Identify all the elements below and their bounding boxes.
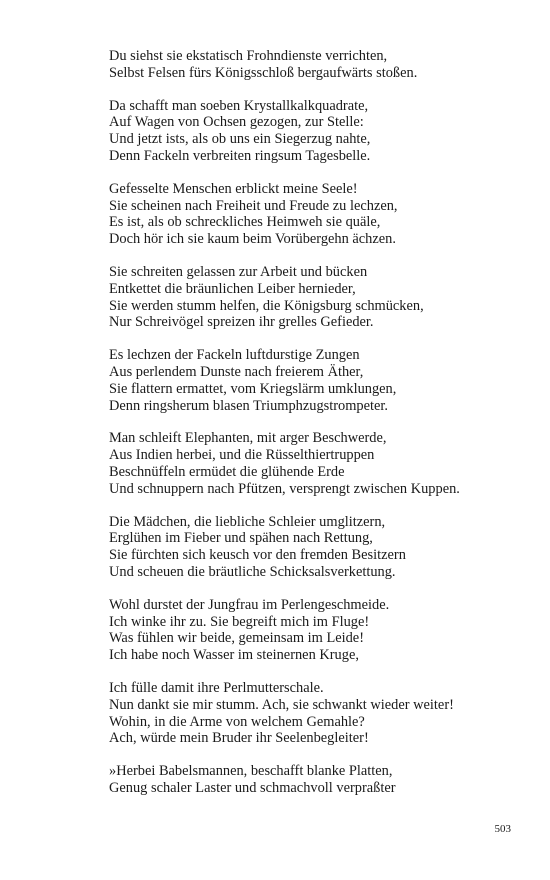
poem-line: Du siehst sie ekstatisch Frohndienste verrichten, xyxy=(109,48,388,64)
poem-line: Denn ringsherum blasen Triumphzugstrompeter. xyxy=(109,397,388,414)
poem-line: Ich habe noch Wasser im steinernen Kruge, xyxy=(109,647,359,664)
poem-line: Ach, würde mein Bruder ihr Seelenbegleiter! xyxy=(109,730,369,747)
poem-line: Was fühlen wir beide, gemeinsam im Leide! xyxy=(109,630,364,647)
poem-line: Sie fürchten sich keusch vor den fremden Besitzern xyxy=(109,547,406,564)
poem-line: Genug schaler Laster und schmachvoll verpraßter xyxy=(109,779,396,796)
stanza xyxy=(109,48,529,82)
poem-line: Erglühen im Fieber und spähen nach Rettung, xyxy=(109,530,373,547)
poem-line: Die Mädchen, die liebliche Schleier umglitzern, xyxy=(109,513,386,530)
poem-line: Doch hör ich sie kaum beim Vorübergehn ächzen. xyxy=(109,231,396,248)
poem-line: Und jetzt ists, als ob uns ein Siegerzug nahte, xyxy=(109,131,371,148)
stanza xyxy=(109,680,529,747)
stanza xyxy=(109,264,529,331)
stanza xyxy=(109,763,529,797)
poem-line: Entkettet die bräunlichen Leiber hernieder, xyxy=(109,280,356,297)
stanza xyxy=(109,597,529,664)
poem-line: Wohl durstet der Jungfrau im Perlengeschmeide. xyxy=(109,596,390,613)
poem-line: Sie werden stumm helfen, die Königsburg schmücken, xyxy=(109,297,424,314)
poem-line: Auf Wagen von Ochsen gezogen, zur Stelle: xyxy=(109,114,364,131)
poem-line: »Herbei Babelsmannen, beschafft blanke Platten, xyxy=(109,763,393,780)
poem-line: Aus Indien herbei, und die Rüsselthiertruppen xyxy=(109,447,375,464)
page-number: 503 xyxy=(494,823,511,835)
poem-line: Sie schreiten gelassen zur Arbeit und bücken xyxy=(109,263,368,280)
poem-line: Wohin, in die Arme von welchem Gemahle? xyxy=(109,713,365,730)
stanza xyxy=(109,514,529,581)
poem-line: Ich winke ihr zu. Sie begreift mich im Fluge! xyxy=(109,613,370,630)
poem-line: Nur Schreivögel spreizen ihr grelles Gefieder. xyxy=(109,314,374,331)
poem-line: Selbst Felsen fürs Königsschloß bergaufwärts stoßen. xyxy=(109,64,418,81)
poem-line: Da schafft man soeben Krystallkalkquadrate, xyxy=(109,97,369,114)
poem-line: Aus perlendem Dunste nach freierem Äther, xyxy=(109,363,364,380)
stanza xyxy=(109,430,529,497)
poem-line: Und schnuppern nach Pfützen, versprengt zwischen Kuppen. xyxy=(109,480,460,497)
poem-line: Beschnüffeln ermüdet die glühende Erde xyxy=(109,463,345,480)
poem-line: Ich fülle damit ihre Perlmutterschale. xyxy=(109,679,324,696)
poem-line: Es lechzen der Fackeln luftdurstige Zungen xyxy=(109,347,360,364)
stanza xyxy=(109,181,529,248)
poem-line: Sie scheinen nach Freiheit und Freude zu lechzen, xyxy=(109,197,398,214)
poem-line: Denn Fackeln verbreiten ringsum Tagesbelle. xyxy=(109,147,371,164)
poem-line: Es ist, als ob schreckliches Heimweh sie quäle, xyxy=(109,214,381,231)
poem-line: Sie flattern ermattet, vom Kriegslärm umklungen, xyxy=(109,380,397,397)
stanza xyxy=(109,347,529,414)
poem-line: Man schleift Elephanten, mit arger Beschwerde, xyxy=(109,430,387,447)
poem-line: Nun dankt sie mir stumm. Ach, sie schwankt wieder weiter! xyxy=(109,696,454,713)
poem-line: Gefesselte Menschen erblickt meine Seele! xyxy=(109,180,358,197)
stanza xyxy=(109,98,529,165)
poem-text xyxy=(109,48,529,813)
poem-line: Und scheuen die bräutliche Schicksalsverkettung. xyxy=(109,563,396,580)
